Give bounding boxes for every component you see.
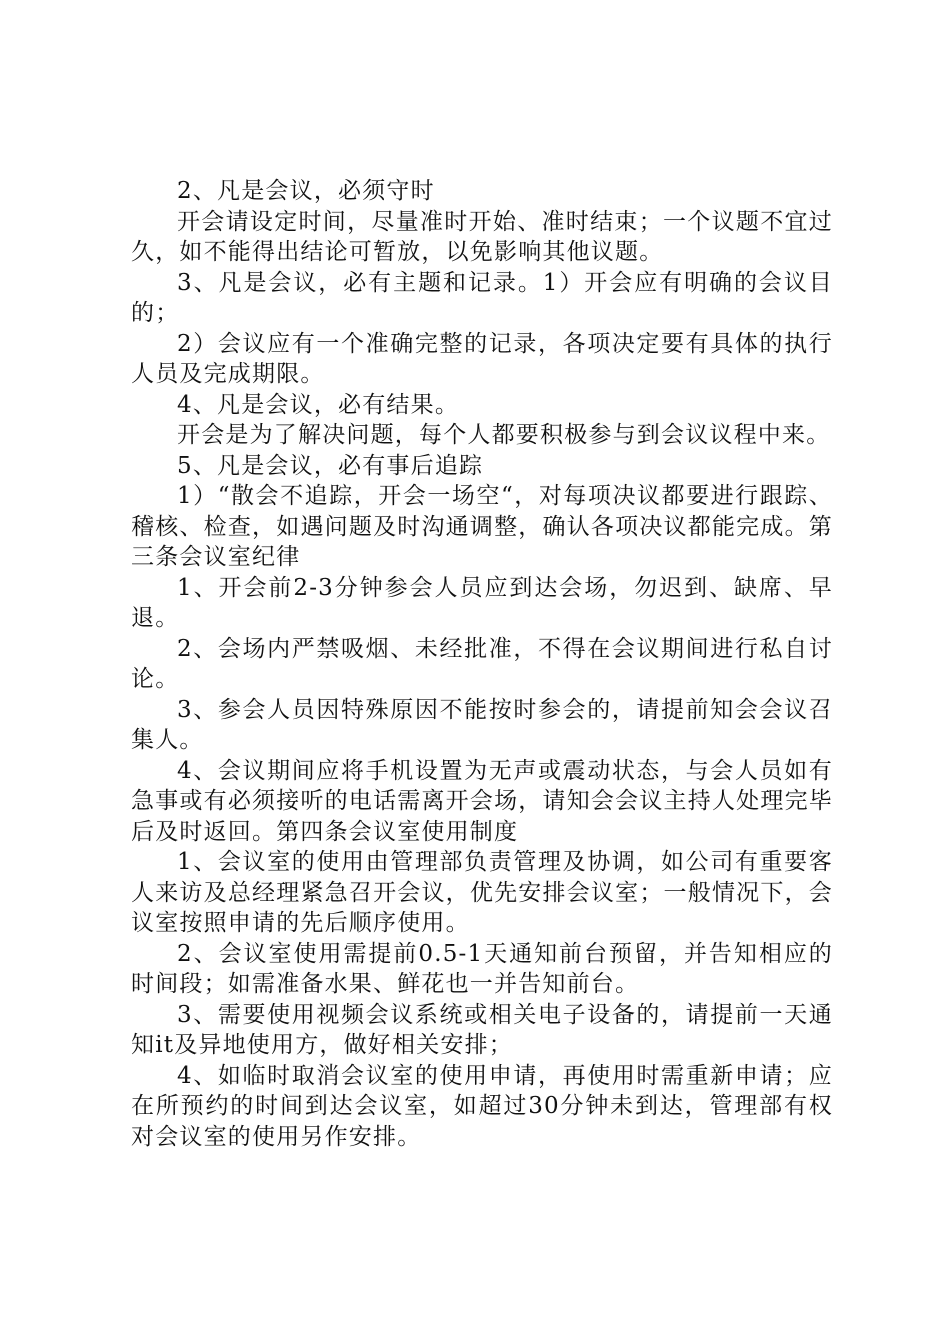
paragraph: 2）会议应有一个准确完整的记录，各项决定要有具体的执行人员及完成期限。 (131, 330, 833, 387)
paragraph: 3、参会人员因特殊原因不能按时参会的，请提前知会会议召集人。 (131, 696, 833, 753)
paragraph: 2、凡是会议，必须守时 (177, 178, 435, 204)
paragraph: 3、凡是会议，必有主题和记录。1）开会应有明确的会议目的； (131, 269, 833, 326)
paragraph: 2、会场内严禁吸烟、未经批准，不得在会议期间进行私自讨论。 (131, 635, 833, 692)
paragraph: 2、会议室使用需提前0.5-1天通知前台预留，并告知相应的时间段；如需准备水果、鲜花也一并告知前台。 (131, 940, 833, 997)
paragraph: 4、凡是会议，必有结果。 (177, 391, 460, 418)
paragraph: 3、需要使用视频会议系统或相关电子设备的，请提前一天通知it及异地使用方，做好相关安排； (131, 1001, 833, 1058)
paragraph: 5、凡是会议，必有事后追踪 (177, 452, 484, 479)
paragraph: 开会请设定时间，尽量准时开始、准时结束；一个议题不宜过久，如不能得出结论可暂放，以免影响其他议题。 (131, 208, 833, 265)
paragraph: 4、如临时取消会议室的使用申请，再使用时需重新申请；应在所预约的时间到达会议室，如超过30分钟未到达，管理部有权对会议室的使用另作安排。 (131, 1062, 833, 1150)
document-body (131, 176, 833, 1152)
paragraph: 4、会议期间应将手机设置为无声或震动状态，与会人员如有急事或有必须接听的电话需离开会场，请知会会议主持人处理完毕后及时返回。第四条会议室使用制度 (131, 757, 833, 845)
paragraph: 1、开会前2-3分钟参会人员应到达会场，勿迟到、缺席、早退。 (131, 574, 833, 631)
paragraph: 1、会议室的使用由管理部负责管理及协调，如公司有重要客人来访及总经理紧急召开会议，优先安排会议室；一般情况下，会议室按照申请的先后顺序使用。 (131, 849, 833, 936)
paragraph: 开会是为了解决问题，每个人都要积极参与到会议议程中来。 (177, 422, 831, 448)
paragraph: 1）“散会不追踪，开会一场空“，对每项决议都要进行跟踪、稽核、检查，如遇问题及时沟通调整，确认各项决议都能完成。第三条会议室纪律 (131, 483, 833, 570)
